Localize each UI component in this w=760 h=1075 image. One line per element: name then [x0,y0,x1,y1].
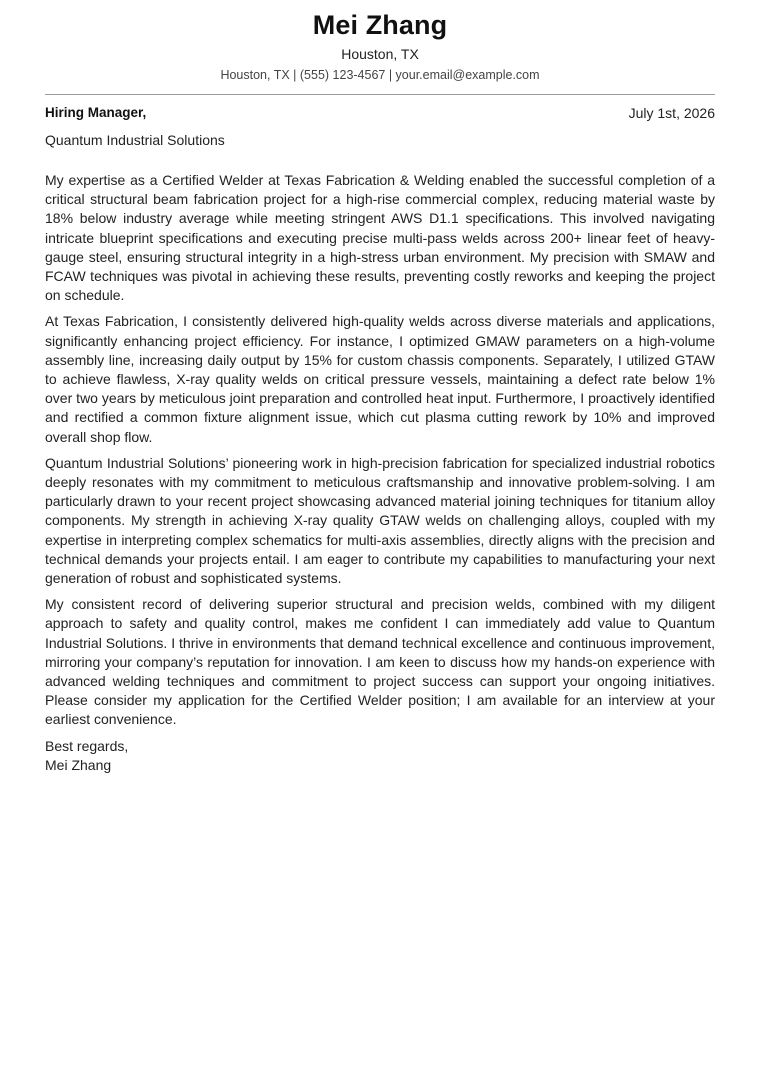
recipient-company: Quantum Industrial Solutions [45,132,225,148]
closing-signoff: Best regards, [45,737,129,754]
recipient-salutation: Hiring Manager, [45,105,147,120]
sender-contact-line: Houston, TX | (555) 123-4567 | your.email@example.com [220,68,540,82]
sender-name: Mei Zhang [312,10,448,40]
letter-date: July 1st, 2026 [628,105,715,121]
letter-header [0,0,760,83]
body-paragraph: Quantum Industrial Solutions’ pioneering work in high-precision fabrication for specialized industrial robotics deeply resonates with my commitment to meticulous craftsmanship and innovative problem-solving. I am particularly drawn to your recent project showcasing advanced material joining techniques for titanium alloy components. My strength in achieving X-ray quality GTAW welds on challenging alloys, coupled with my expertise in interpreting complex schematics for multi-axis assemblies, directly aligns with the precision and technical demands your projects entail. I am eager to contribute my capabilities to manufacturing your next generation of robust and sophisticated systems. [45,454,715,587]
body-paragraph: My expertise as a Certified Welder at Texas Fabrication & Welding enabled the successful completion of a critical structural beam fabrication project for a high-rise commercial complex, reducing material waste by 18% below industry average while meeting stringent AWS D1.1 specifications. This involved navigating intricate blueprint specifications and executing precise multi-pass welds across 200+ linear feet of heavy-gauge steel, ensuring structural integrity in a high-stress urban environment. My precision with SMAW and FCAW techniques was pivotal in achieving these results, preventing costly reworks and keeping the project on schedule. [45,172,715,304]
header-divider [45,94,715,95]
body-paragraph: My consistent record of delivering superior structural and precision welds, combined with my diligent approach to safety and quality control, makes me confident I can immediately add value to Quantum Industrial Solutions. I thrive in environments that demand technical excellence and continuous improvement, mirroring your company’s reputation for innovation. I am keen to discuss how my hands-on experience with advanced welding techniques and commitment to project success can support your ongoing initiatives. Please consider my application for the Certified Welder position; I am available for an interview at your earliest convenience. [45,596,715,728]
body-paragraph: At Texas Fabrication, I consistently delivered high-quality welds across diverse materials and applications, significantly enhancing project efficiency. For instance, I optimized GMAW parameters on a high-volume assembly line, increasing daily output by 15% for custom chassis components. Separately, I utilized GTAW to achieve flawless, X-ray quality welds on critical pressure vessels, maintaining a defect rate below 1% over two years by meticulous joint preparation and controlled heat input. Furthermore, I proactively identified and rectified a common fixture alignment issue, which cut plasma cutting rework by 10% and improved overall shop flow. [45,313,715,445]
closing-signature: Mei Zhang [45,756,112,773]
letter-body [45,171,715,775]
recipient-date-row [45,105,715,123]
sender-location: Houston, TX [341,46,419,62]
letter-closing [45,737,715,775]
